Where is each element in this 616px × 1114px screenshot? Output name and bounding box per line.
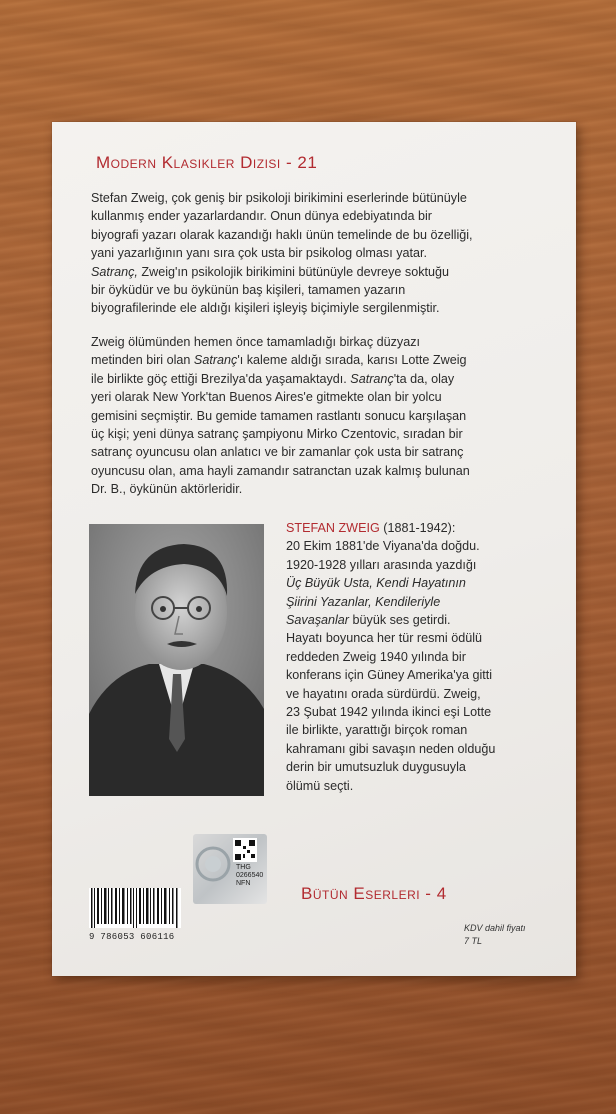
text-span: ile birlikte göç ettiği Brezilya'da yaşamaktaydı. <box>91 371 351 386</box>
barcode-number: 9 786053 606116 <box>89 932 175 942</box>
text-line: yani yazarlığının yanı sıra çok usta bir psikolog olması yatar. <box>91 246 427 261</box>
text-line: konferans için Güney Amerika'ya gitti <box>286 668 493 683</box>
book-title-italic: Üç Büyük Usta, Kendi Hayatının <box>286 576 466 591</box>
text-line: biyografilerinde ele aldığı kişileri işleyiş biçimiyle sergilenmiştir. <box>91 301 440 316</box>
price-label: KDV dahil fiyatı <box>464 923 526 933</box>
text-line: bir öyküdür ve bu öykünün baş kişileri, tamamen yazarın <box>91 283 406 298</box>
text-line <box>286 574 526 592</box>
book-title-italic: Satranç, <box>91 264 138 279</box>
text-line: derin bir umutsuzluk duygusuyla <box>286 760 466 775</box>
book-title-italic: Satranç <box>350 371 394 386</box>
author-biography <box>286 519 526 795</box>
text-span: büyük ses getirdi. <box>349 613 451 628</box>
isbn-barcode <box>89 888 181 928</box>
portrait-illustration <box>89 524 264 796</box>
description-paragraph-2 <box>91 333 521 499</box>
text-line: Hayatı boyunca her tür resmi ödülü <box>286 631 483 646</box>
text-span: Zweig'ın psikolojik birikimini bütünüyle devreye soktuğu <box>137 264 450 279</box>
text-line <box>286 593 526 611</box>
text-line: oyuncusu olan, ama hayli zamandır satranctan uzak kalmış bulunan <box>91 463 470 478</box>
text-line: kahramanı gibi savaşın neden olduğu <box>286 741 496 756</box>
book-title-italic: Savaşanlar <box>286 613 350 628</box>
text-line: gemisini seçmiştir. Bu gemide tamamen rastlantı sonucu karşılaşan <box>91 408 467 423</box>
text-line <box>286 611 526 629</box>
text-line: 23 Şubat 1942 yılında ikinci eşi Lotte <box>286 705 492 720</box>
text-line: 20 Ekim 1881'de Viyana'da doğdu. <box>286 539 480 554</box>
text-line: ölümü seçti. <box>286 778 354 793</box>
series-title: Modern Klasikler Dizisi - 21 <box>96 153 318 172</box>
security-hologram-sticker <box>193 834 267 904</box>
text-line: satranç oyuncusu olan anlatıcı ve bir zamanlar çok usta bir satranç <box>91 445 464 460</box>
author-years: (1881-1942): <box>379 521 456 535</box>
text-line: Zweig ölümünden hemen önce tamamladığı birkaç düzyazı <box>91 335 421 349</box>
price-value: 7 TL <box>464 936 483 946</box>
book-title-italic: Şiirini Yazanlar, Kendileriyle <box>286 594 441 609</box>
price-info <box>464 922 526 948</box>
text-line: kullanmış ender yazarlardandır. Onun dünya edebiyatında bir <box>91 209 432 224</box>
book-title-italic: Satranç <box>193 353 238 368</box>
author-portrait-photo <box>89 524 264 796</box>
description-paragraph-1 <box>91 189 521 318</box>
series-volume-label: Bütün Eserleri - 4 <box>301 884 447 903</box>
text-line: Stefan Zweig, çok geniş bir psikoloji birikimini eserlerinde bütünüyle <box>91 191 467 205</box>
text-span: 'ta da, olay <box>393 371 455 386</box>
text-line <box>91 263 521 281</box>
text-line: Dr. B., öykünün aktörleridir. <box>91 482 243 497</box>
text-span: metinden biri olan <box>91 353 194 368</box>
text-span: 'ı kaleme aldığı sırada, karısı Lotte Zweig <box>237 353 467 368</box>
text-line: 1920-1928 yılları arasında yazdığı <box>286 557 477 572</box>
text-line: reddeden Zweig 1940 yılında bir <box>286 649 466 664</box>
text-line <box>91 351 521 369</box>
text-line: yeri olarak New York'tan Buenos Aires'e gitmekte olan bir yolcu <box>91 390 442 405</box>
text-line <box>91 370 521 388</box>
text-line: biyografi yazarı olarak kazandığı haklı ünün temelinde de bu özelliği, <box>91 227 473 242</box>
barcode-icon <box>89 888 181 928</box>
sticker-line: 0266540 <box>236 872 264 879</box>
text-line: üç kişi; yeni dünya satranç şampiyonu Mirko Czentovic, sıradan bir <box>91 427 463 442</box>
sticker-line: THG <box>236 864 251 871</box>
author-name: STEFAN ZWEIG <box>286 521 380 535</box>
sticker-line: NFN <box>236 880 251 887</box>
text-line <box>286 519 526 537</box>
text-line: ve hayatını orada sürdürdü. Zweig, <box>286 686 481 701</box>
text-line: ile birlikte, yarattığı birçok roman <box>286 723 468 738</box>
